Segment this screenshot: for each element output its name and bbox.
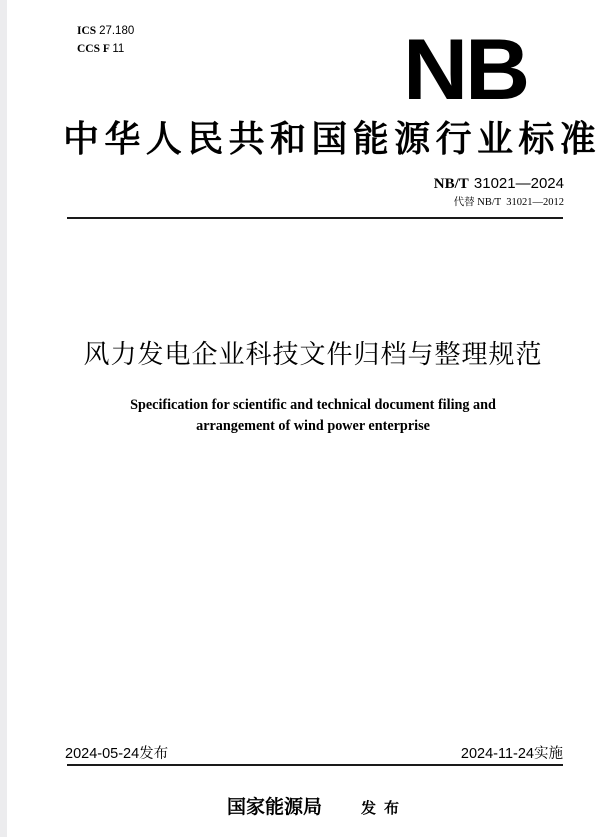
ics-label: ICS [77, 25, 97, 37]
standard-number [434, 173, 564, 193]
classification-codes [77, 22, 134, 58]
nb-logo: NB [403, 22, 528, 118]
implementation-date: 2024-11-24实施 [460, 746, 563, 762]
english-title-line-2: arrangement of wind power enterprise [196, 418, 430, 434]
issue-label: 发布 [361, 799, 408, 817]
footer-divider [67, 764, 563, 766]
replaces-standard [454, 194, 564, 209]
standard-number-prefix: NB/T [433, 176, 469, 192]
ics-number: 27.180 [99, 25, 135, 37]
industry-standard-title: 中华人民共和国能源行业标准 [63, 118, 602, 160]
ics-code [77, 22, 134, 40]
english-title-line-1: Specification for scientific and technical document filing and [130, 397, 496, 413]
publish-date: 2024-05-24发布 [65, 746, 169, 762]
replaces-number: NB/T 31021—2012 [477, 197, 564, 208]
header-divider [67, 217, 563, 219]
ccs-code [77, 40, 134, 58]
document-title-chinese: 风力发电企业科技文件归档与整理规范 [83, 340, 543, 370]
standard-number-value: 31021—2024 [473, 175, 564, 192]
replaces-label: 代替 [453, 197, 475, 208]
ccs-number: 11 [112, 43, 125, 55]
document-title-english [0, 395, 612, 437]
ccs-label: CCS F [77, 43, 110, 55]
issuing-authority: 国家能源局 [227, 796, 323, 818]
